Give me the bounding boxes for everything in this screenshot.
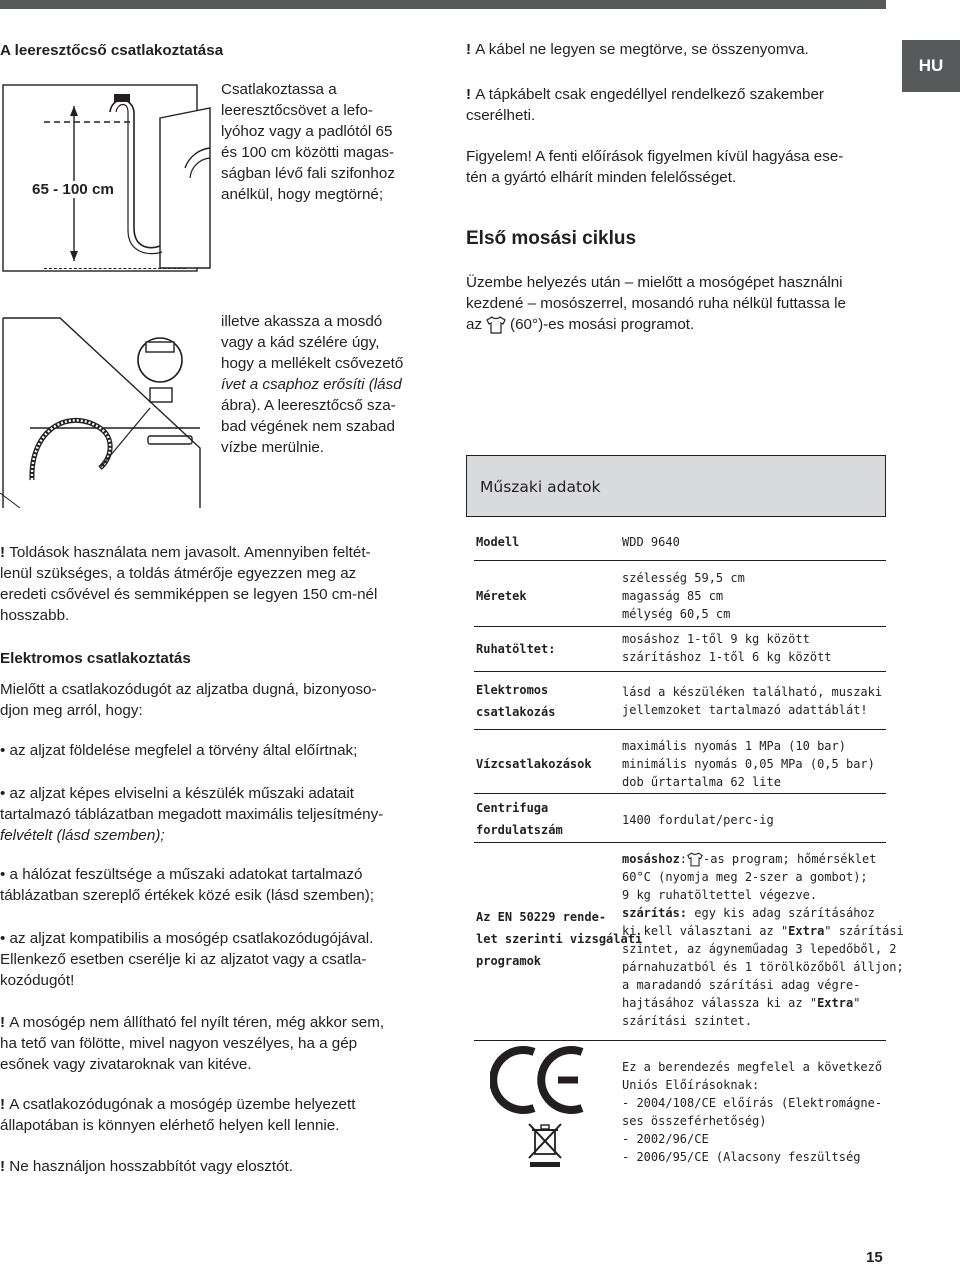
warning-cable-replace: ! A tápkábelt csak engedéllyel rendelkező szakember cserélheti. (466, 86, 824, 124)
bullet-voltage: • a hálózat feszültsége a műszaki adatokat tartalmazó táblázatban szereplő értékek közé esik (lásd szemben); (0, 866, 374, 904)
attention-note: Figyelem! A fenti előírások figyelmen kívül hagyása ese- tén a gyártó elhárít minden felelősséget. (466, 148, 844, 186)
warning-plug-access: ! A csatlakozódugónak a mosógép üzembe helyezett állapotában is könnyen elérhető helyen kell lennie. (0, 1096, 356, 1134)
bullet-grounding: • az aljzat földelése megfelel a törvény által előírtnak; (0, 742, 358, 759)
language-badge: HU (902, 40, 960, 92)
bullet-power: • az aljzat képes elviselni a készülék műszaki adatait tartalmazó táblázatban megadott maximális teljesítmény- felvételt (lásd szemben); (0, 785, 384, 844)
table-divider (474, 626, 886, 627)
spec-water-label: Vízcsatlakozások (476, 757, 592, 771)
spec-spin-label: Centrifuga fordulatszám (476, 801, 563, 837)
spec-test-programs-values: mosáshoz : -as program; hőmérséklet 60°C (nyomja meg 2-szer a gombot); 9 kg ruhatöltettel végezve. szárítás: egy kis adag szárításához ki kell választani az "Extra" szárítási szintet, az ágyneműadag 3 lepedőből, 2 párnahuzatból és 1 törölközőből álljon; a maradandó szárítási adag végre- hajtásához válassza ki az "Extra" szárítási szintet. (622, 852, 904, 1028)
spec-spin-value: 1400 fordulat/perc-ig (622, 813, 774, 827)
ce-compliance-text: Ez a berendezés megfelel a következő Uniós Előírásoknak: - 2004/108/CE előírás (Elektromágne- ses összeférhetőség) - 2002/96/CE - 2006/95/CE (Alacsony feszültség (622, 1060, 883, 1164)
drain-hose-sink-figure (0, 308, 215, 508)
spec-dimensions-values: szélesség 59,5 cm magasság 85 cm mélység 60,5 cm (622, 571, 745, 621)
drain-text-sink: illetve akassza a mosdó vagy a kád szélére úgy, hogy a mellékelt csővezető ívet a csaphoz erősíti (lásd ábra). A leeresztőcső sza- bad végének nem szabad vízbe merülnie. (221, 313, 404, 456)
table-divider (474, 1040, 886, 1041)
weee-bin-icon (525, 1120, 565, 1170)
drain-hose-wall-figure (0, 78, 215, 278)
warning-outdoor: ! A mosógép nem állítható fel nyílt téren, még akkor sem, ha tető van fölötte, mivel nagyon veszélyes, ha a gép esőnek vagy zivataroknak van kitéve. (0, 1014, 385, 1073)
spec-water-values: maximális nyomás 1 MPa (10 bar) minimális nyomás 0,05 MPa (0,5 bar) dob űrtartalma 62 lite (622, 739, 875, 789)
warning-extension: ! Toldások használata nem javasolt. Amennyiben feltét- lenül szükséges, a toldás átmérője egyezzen meg az eredeti csővével és semmiképpen se legyen 150 cm-nél hosszabb. (0, 544, 378, 624)
first-cycle-title: Első mosási ciklus (466, 228, 637, 249)
table-divider (474, 729, 886, 730)
spec-test-programs-label: Az EN 50229 rende- let szerinti vizsgálati programok (476, 910, 643, 968)
electrical-intro: Mielőtt a csatlakozódugót az aljzatba dugná, bizonyoso- djon meg arról, hogy: (0, 681, 377, 719)
floor-dashed-line (44, 268, 186, 269)
warning-no-extension: ! Ne használjon hosszabbítót vagy elosztót. (0, 1158, 293, 1175)
table-divider (474, 560, 886, 561)
drain-text-wall: Csatlakoztassa a leeresztőcsövet a lefo- lyóhoz vagy a padlótól 65 és 100 cm közötti magas- ságban lévő fali szifonhoz anélkül, hogy megtörné; (221, 81, 395, 203)
cotton-program-icon (486, 316, 506, 334)
spec-load-label: Ruhatöltet: (476, 642, 556, 656)
table-divider (474, 842, 886, 843)
spec-electrical-values: lásd a készüléken található, muszaki jellemzoket tartalmazó adattáblát! (622, 685, 883, 717)
warning-cable-bend: ! A kábel ne legyen se megtörve, se összenyomva. (466, 41, 809, 58)
first-cycle-text: Üzembe helyezés után – mielőtt a mosógépet használni kezdené – mosószerrel, mosandó ruha nélkül futtassa le az (60°)-es mosási programot. (466, 274, 846, 333)
top-bar (0, 0, 886, 9)
spec-dimensions-label: Méretek (476, 589, 527, 603)
page-number: 15 (866, 1249, 883, 1266)
height-dimension-label: 65 - 100 cm (32, 181, 114, 198)
drain-hose-title: A leeresztőcső csatlakoztatása (0, 42, 224, 59)
cotton-program-icon (687, 852, 703, 867)
spec-electrical-label: Elektromos csatlakozás (476, 683, 556, 719)
technical-data-title: Műszaki adatok (480, 478, 601, 496)
electrical-connection-title: Elektromos csatlakoztatás (0, 650, 191, 667)
table-divider (474, 793, 886, 794)
spec-model-label: Modell (476, 535, 520, 549)
spec-model-value: WDD 9640 (622, 535, 680, 549)
bullet-compatibility: • az aljzat kompatibilis a mosógép csatlakozódugójával. Ellenkező esetben cserélje ki az aljzatot vagy a csatla- kozódugót! (0, 930, 374, 989)
table-divider (474, 671, 886, 672)
spec-load-values: mosáshoz 1-től 9 kg között szárításhoz 1-től 6 kg között (622, 632, 832, 664)
